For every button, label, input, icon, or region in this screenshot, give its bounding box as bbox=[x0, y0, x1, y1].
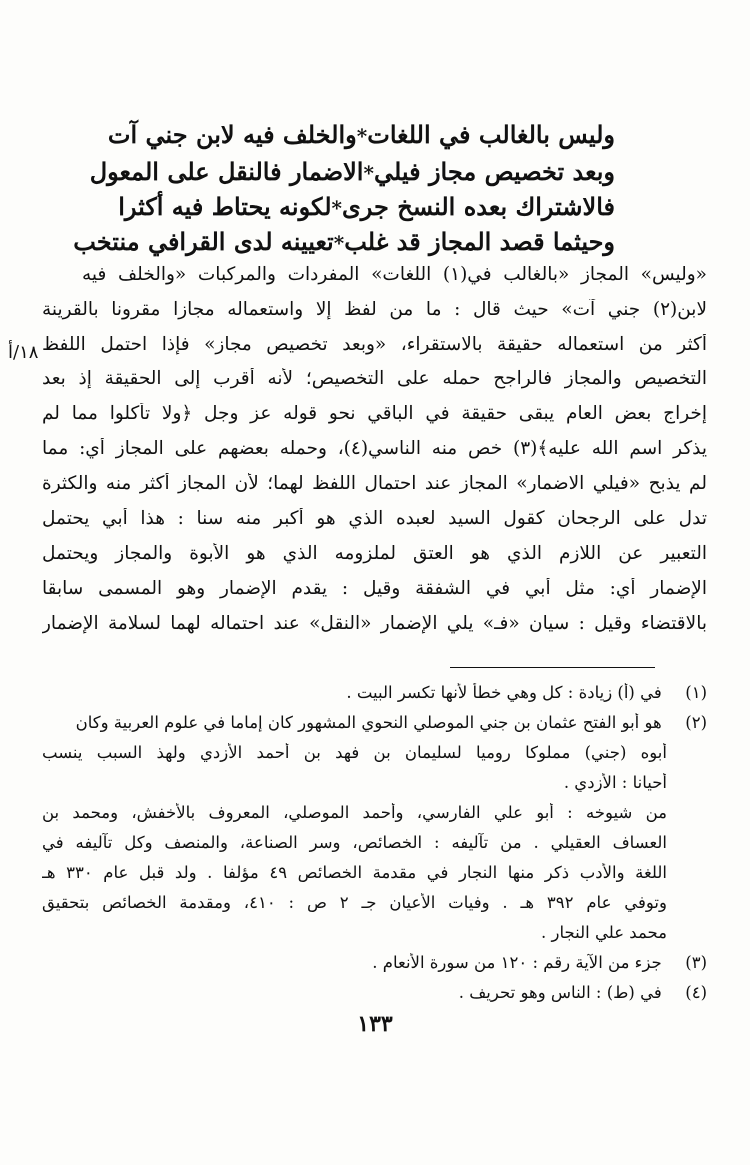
commentary-line: أكثر من استعماله حقيقة بالاستقراء، «وبعد تخصيص مجاز» فإذا احتمل اللفظ bbox=[42, 334, 707, 355]
verse-line bbox=[107, 120, 615, 149]
footnote-text: العساف العقيلي . من تآليفه : الخصائص، وسر الصناعة، والمنصف وكل تآليفه في bbox=[42, 833, 667, 852]
verse-second-hemistich: لكونه يحتاط فيه أكثرا bbox=[118, 192, 332, 221]
footnote-number: (٤) bbox=[685, 983, 707, 1002]
verse-separator: * bbox=[333, 231, 345, 255]
footnote-text: هو أبو الفتح عثمان بن جني الموصلي النحوي المشهور كان إماما في علوم العربية وكان bbox=[75, 713, 662, 732]
footnote bbox=[42, 983, 707, 1002]
footnote-text: جزء من الآية رقم : ١٢٠ من سورة الأنعام . bbox=[372, 953, 662, 972]
verse-separator: * bbox=[363, 161, 374, 185]
commentary-line: تدل على الرجحان كقول السيد لعبده الذي هو أكبر منه سنا : هذا أبي يحتمل bbox=[42, 508, 707, 529]
footnote-text: أحيانا : الأزدي . bbox=[563, 773, 667, 792]
verse-separator: * bbox=[356, 124, 368, 148]
verse-separator: * bbox=[331, 196, 342, 220]
footnote-text: اللغة والأدب ذكر منها النجار في مقدمة الخصائص ٤٩ مؤلفا . ولد قبل عام ٣٣٠ هـ bbox=[42, 863, 667, 882]
footnote-text: وتوفي عام ٣٩٢ هـ . وفيات الأعيان جـ ٢ ص : ٤١٠، ومقدمة الخصائص بتحقيق bbox=[42, 893, 667, 912]
verse-first-hemistich: وبعد تخصيص مجاز فيلي bbox=[373, 157, 615, 186]
footnote-text: في (أ) زيادة : كل وهي خطأ لأنها تكسر البيت . bbox=[346, 683, 662, 702]
commentary-line: لابن(٢) جني آت» حيث قال : ما من لفظ إلا واستعماله مجازا مقرونا بالقرينة bbox=[42, 299, 707, 320]
verse-first-hemistich: وحيثما قصد المجاز قد غلب bbox=[344, 227, 615, 256]
footnote bbox=[42, 713, 707, 732]
verse-first-hemistich: فالاشتراك بعده النسخ جرى bbox=[342, 192, 615, 221]
commentary-line: لم يذبح «فيلي الاضمار» المجاز عند احتمال اللفظ لهما؛ لأن المجاز أكثر منه والكثرة bbox=[42, 473, 707, 494]
footnote-number: (١) bbox=[685, 683, 707, 702]
footnote bbox=[42, 683, 707, 702]
commentary-line: التخصيص والمجاز فالراجح حمله على التخصيص؛ لأنه أقرب إلى الحقيقة إذ بعد bbox=[42, 368, 707, 389]
page-number: ١٣٣ bbox=[357, 1011, 393, 1037]
commentary-line: إخراج بعض العام يبقى حقيقة في الباقي نحو قوله عز وجل ﴿ولا تأكلوا مما لم bbox=[42, 403, 707, 424]
footnote-text: من شيوخه : أبو علي الفارسي، وأحمد الموصلي، المعروف بالأخفش، ومحمد بن bbox=[42, 803, 667, 822]
footnote-text: في (ط) : الناس وهو تحريف . bbox=[458, 983, 662, 1002]
footnote-rule bbox=[450, 667, 655, 668]
footnote-text: أبوه (جني) مملوكا روميا لسليمان بن فهد بن أحمد الأزدي ولهذ السبب ينسب bbox=[42, 743, 667, 762]
verse-second-hemistich: تعيينه لدى القرافي منتخب bbox=[73, 227, 334, 256]
commentary-line: الإضمار أي: مثل أبي في الشفقة وقيل : يقدم الإضمار وهو المسمى سابقا bbox=[42, 578, 707, 599]
verse-second-hemistich: الاضمار فالنقل على المعول bbox=[89, 157, 364, 186]
verse-line bbox=[89, 157, 615, 186]
footnote-number: (٣) bbox=[685, 953, 707, 972]
footnote bbox=[42, 953, 707, 972]
manuscript-folio-note: ١٨/أ bbox=[8, 342, 39, 363]
verse-first-hemistich: وليس بالغالب في اللغات bbox=[367, 120, 615, 149]
footnote-text: محمد علي النجار . bbox=[541, 923, 667, 942]
commentary-line: بالاقتضاء وقيل : سيان «فـ» يلي الإضمار «النقل» عند احتماله لهما لسلامة الإضمار bbox=[42, 613, 707, 634]
commentary-line: يذكر اسم الله عليه﴾(٣) خص منه الناسي(٤)، وحمله بعضهم على المجاز أي: مما bbox=[42, 438, 707, 459]
commentary-line: التعبير عن اللازم الذي هو العتق لملزومه الذي هو الأبوة والمجاز ويحتمل bbox=[42, 543, 707, 564]
commentary-line: «وليس» المجاز «بالغالب في(١) اللغات» المفردات والمركبات «والخلف فيه bbox=[82, 264, 707, 285]
verse-second-hemistich: والخلف فيه لابن جني آت bbox=[107, 120, 357, 149]
verse-line bbox=[73, 227, 615, 256]
verse-line bbox=[118, 192, 615, 221]
footnote-number: (٢) bbox=[685, 713, 707, 732]
